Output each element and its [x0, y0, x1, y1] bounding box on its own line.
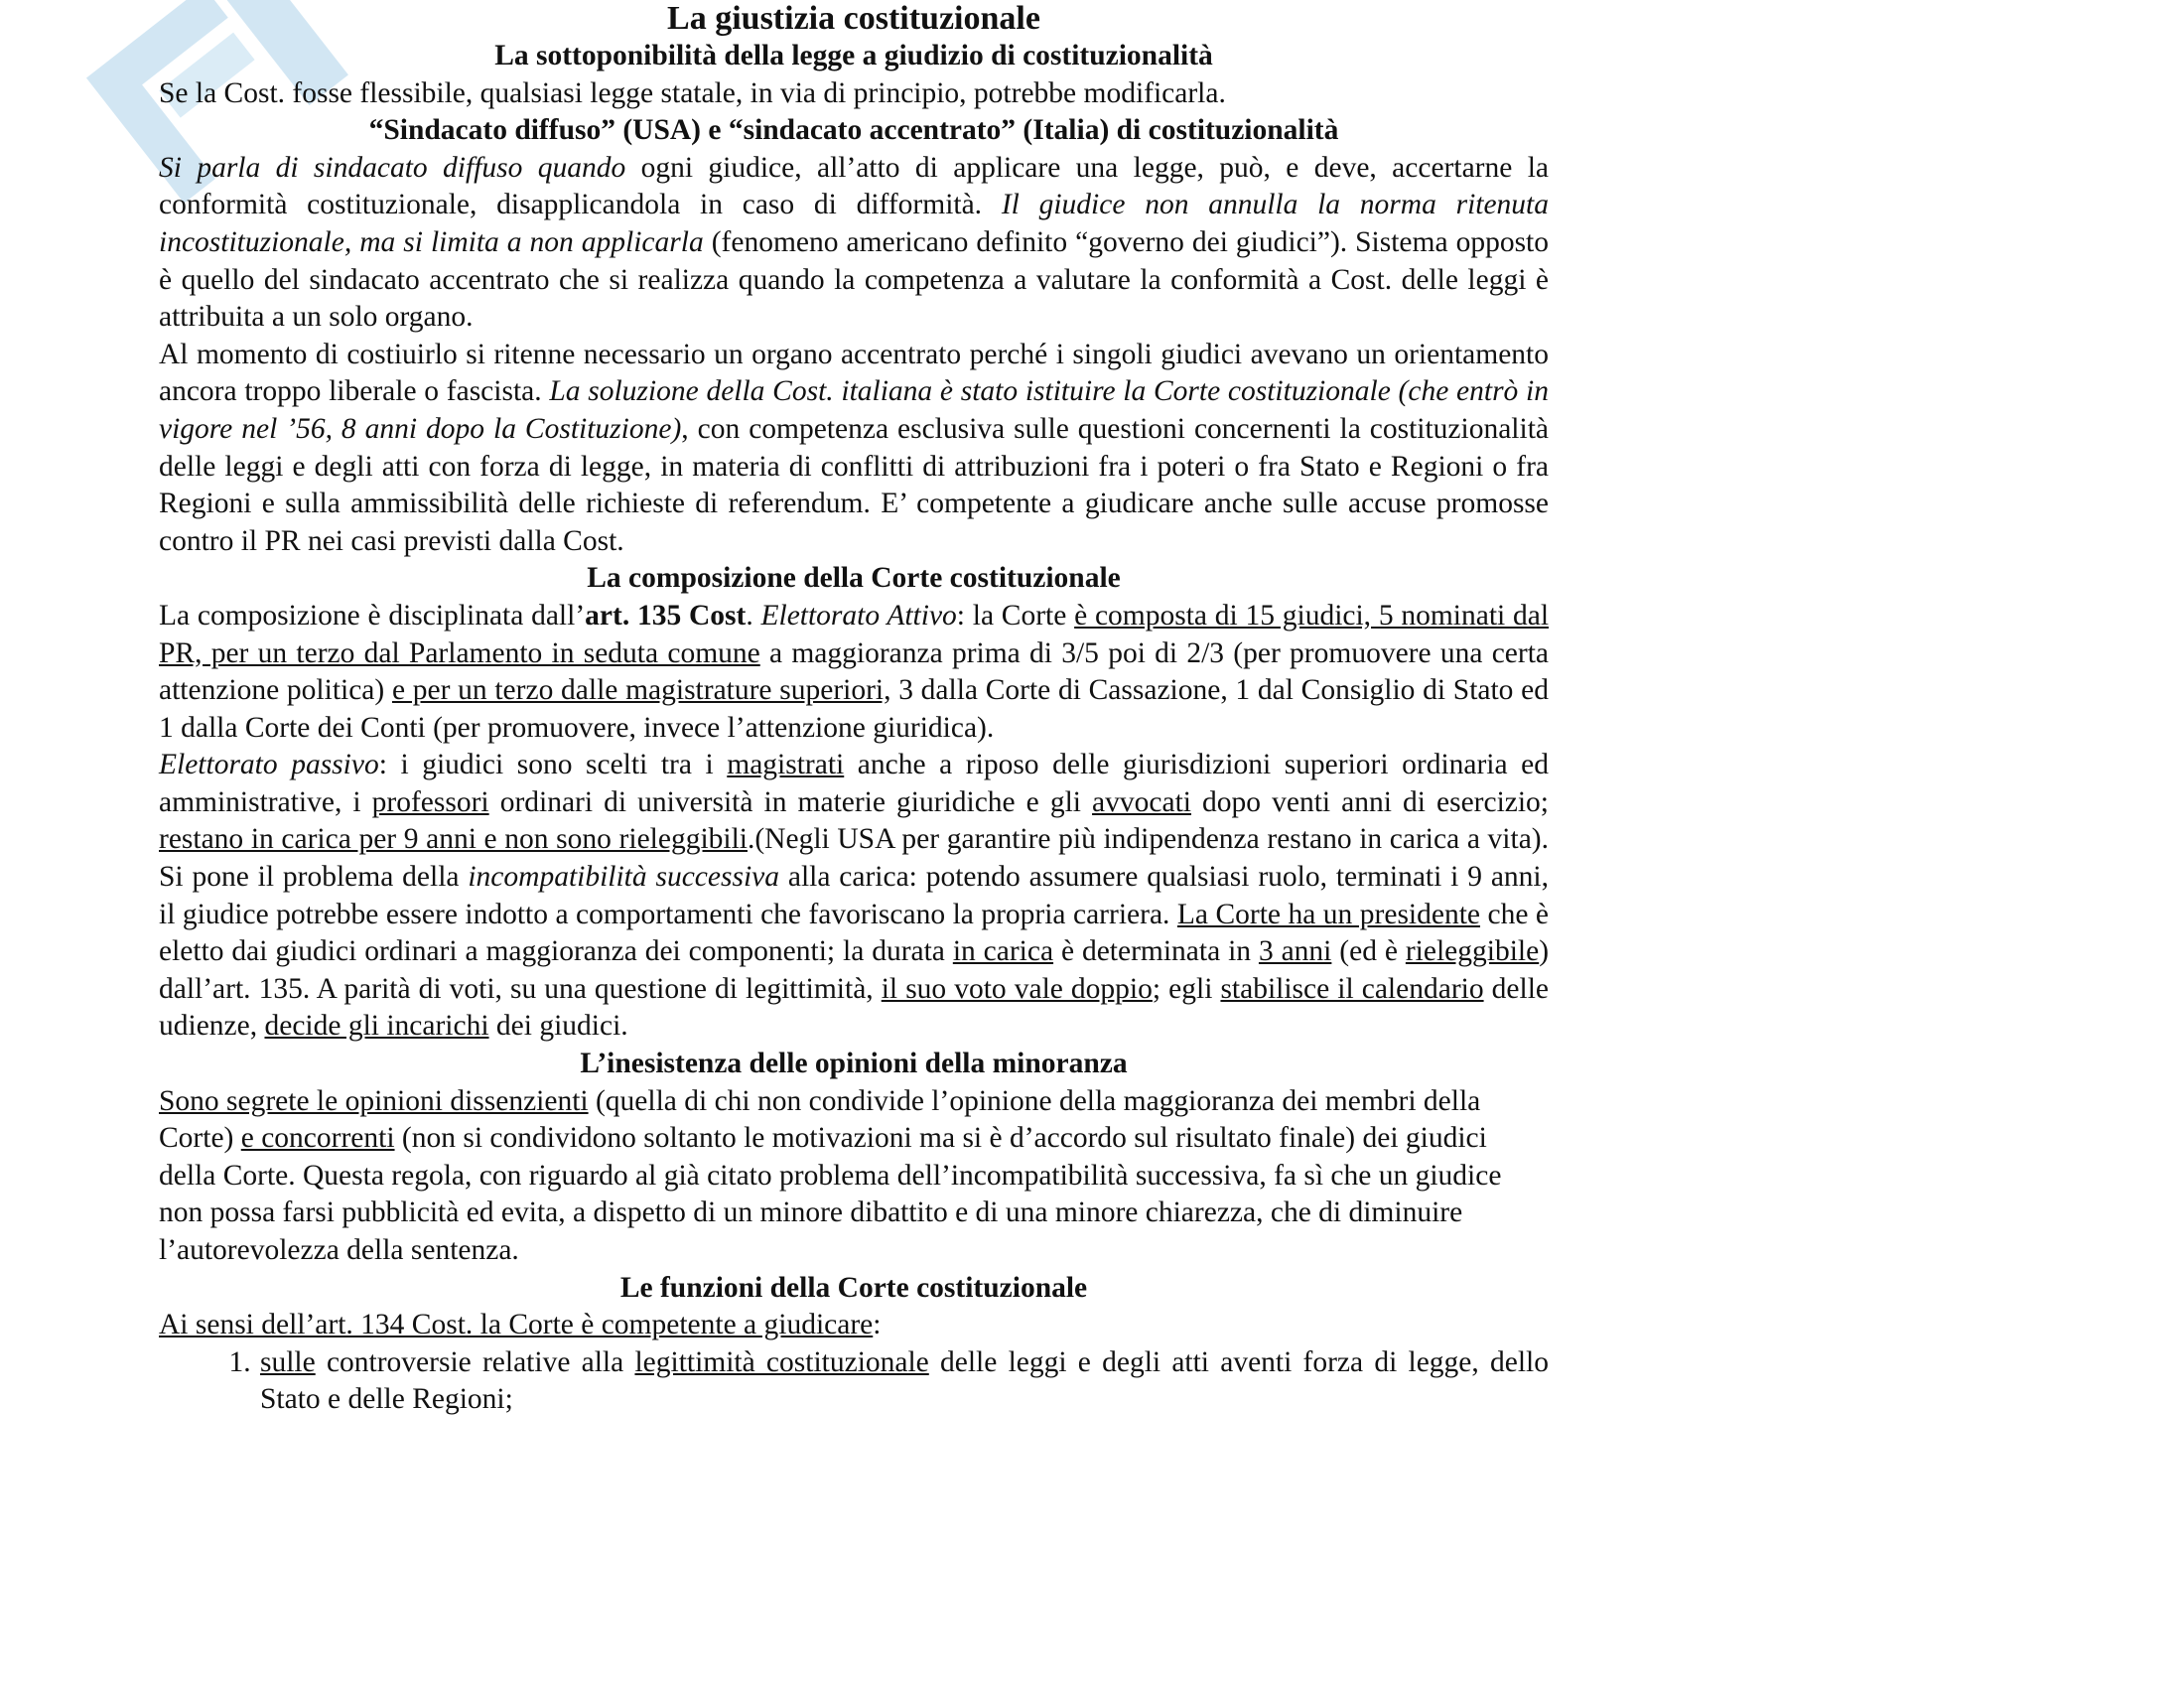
section-heading-opinioni-minoranza: L’inesistenza delle opinioni della minoranza: [580, 1048, 1128, 1080]
section-heading-sottoponibilita: La sottoponibilità della legge a giudizio di costituzionalità: [494, 40, 1213, 71]
paragraph-sottoponibilita: Se la Cost. fosse flessibile, qualsiasi legge statale, in via di principio, potrebbe modificarla.: [159, 76, 1226, 109]
paragraph-elettorato-passivo: Elettorato passivo: i giudici sono scelti tra i magistrati anche a riposo delle giurisdizioni superiori ordinaria ed amministrative, i professori ordinari di università in materie giuridiche e gli avvocati dopo venti anni di esercizio; restano in carica per 9 anni e non sono rieleggibili.(Negli USA per garantire più indipendenza restano in carica a vita). Si pone il problema della incompatibilità successiva alla carica: potendo assumere qualsiasi ruolo, terminati i 9 anni, il giudice potrebbe essere indotto a comportamenti che favoriscano la propria carriera. La Corte ha un presidente che è eletto dai giudici ordinari a maggioranza dei componenti; la durata in carica è determinata in 3 anni (ed è rieleggibile) dall’art. 135. A parità di voti, su una questione di legittimità, il suo voto vale doppio; egli stabilisce il calendario delle udienze, decide gli incarichi dei giudici.: [159, 749, 1550, 1043]
list-item: 1. sulle controversie relative alla legittimità costituzionale delle leggi e degli atti aventi forza di legge, dello Stato e delle Regioni;: [258, 1344, 1549, 1419]
paragraph-funzioni-intro: Ai sensi dell’art. 134 Cost. la Corte è competente a giudicare:: [159, 1309, 882, 1341]
paragraph-corte-istituzione: Al momento di costiuirlo si ritenne necessario un organo accentrato perché i singoli giudici avevano un orientamento ancora troppo liberale o fascista. La soluzione della Cost. italiana è stato istituire la Corte costituzionale (che entrò in vigore nel ’56, 8 anni dopo la Costituzione), con competenza esclusiva sulle questioni concernenti la costituzionalità delle leggi e degli atti con forza di legge, in materia di conflitti di attribuzioni fra i poteri o fra Stato e Regioni o fra Regioni e sulla ammissibilità delle richieste di referendum. E’ competente a giudicare anche sulle accuse promosse contro il PR nei casi previsti dalla Cost.: [159, 338, 1549, 557]
section-heading-sindacato: “Sindacato diffuso” (USA) e “sindacato accentrato” (Italia) di costituzionalità: [368, 114, 1339, 147]
section-heading-funzioni: Le funzioni della Corte costituzionale: [619, 1271, 1088, 1304]
paragraph-elettorato-attivo: La composizione è disciplinata dall’art. 135 Cost. Elettorato Attivo: la Corte è composta di 15 giudici, 5 nominati dal PR, per un terzo dal Parlamento in seduta comune a maggioranza prima di 3/5 poi di 2/3 (per promuovere una certa attenzione politica) e per un terzo dalle magistrature superiori, 3 dalla Corte di Cassazione, 1 dal Consiglio di Stato ed 1 dalla Corte dei Conti (per promuovere, invece l’attenzione giuridica).: [159, 599, 1550, 744]
paragraph-opinioni-minoranza: Sono segrete le opinioni dissenzienti (quella di chi non condivide l’opinione della maggioranza dei membri della Corte) e concorrenti (non si condividono soltanto le motivazioni ma si è d’accordo sul risultato finale) dei giudici della Corte. Questa regola, con riguardo al già citato problema dell’incompatibilità successiva, fa sì che un giudice non possa farsi pubblicità ed evita, a dispetto di un minore dibattito e di una minore chiarezza, che di diminuire l’autorevolezza della sentenza.: [159, 1084, 1502, 1266]
paragraph-sindacato-diffuso: Si parla di sindacato diffuso quando ogni giudice, all’atto di applicare una legge, può, e deve, accertarne la conformità costituzionale, disapplicandola in caso di difformità. Il giudice non annulla la norma ritenuta incostituzionale, ma si limita a non applicarla (fenomeno americano definito “governo dei giudici”). Sistema opposto è quello del sindacato accentrato che si realizza quando la competenza a valutare la conformità a Cost. delle leggi è attribuita a un solo organo.: [159, 151, 1549, 334]
funzioni-list: [159, 1344, 1549, 1419]
document-title: La giustizia costituzionale: [667, 0, 1040, 37]
section-heading-composizione: La composizione della Corte costituzionale: [587, 562, 1121, 595]
document-page: [159, 0, 1549, 1419]
